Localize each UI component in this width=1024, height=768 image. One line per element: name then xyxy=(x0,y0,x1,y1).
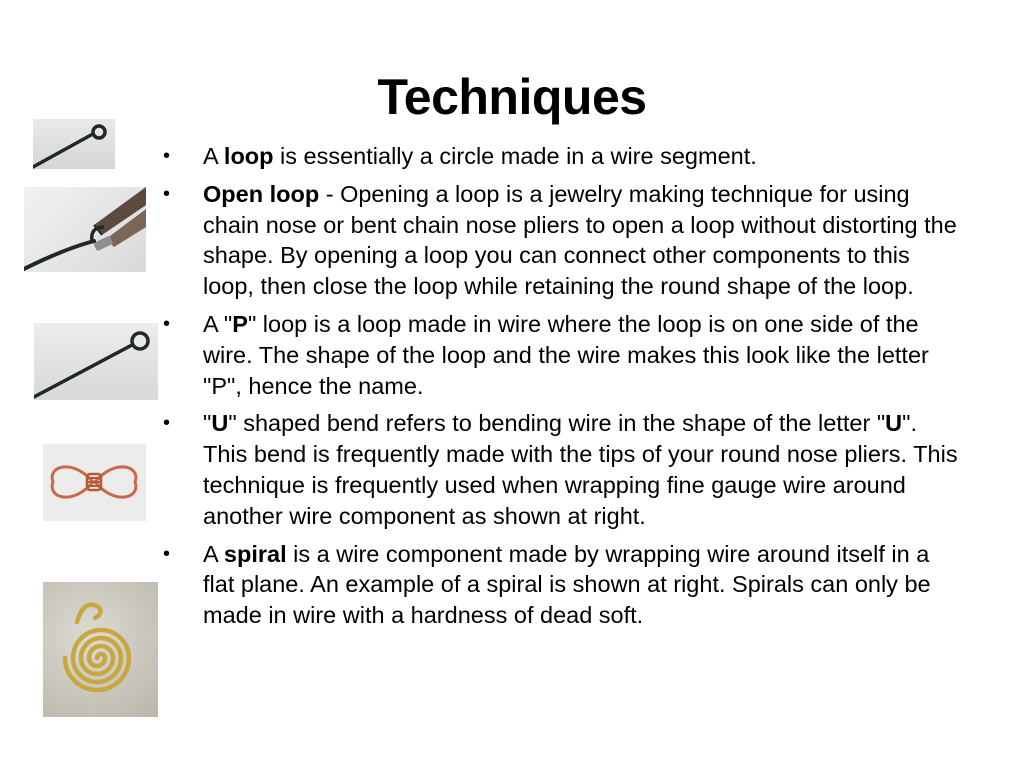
bullet-loop xyxy=(160,141,965,172)
bullet-text: " shaped bend refers to bending wire in the shape of the letter " xyxy=(228,410,886,437)
bullet-term: U xyxy=(211,410,229,437)
bullet-term: U xyxy=(885,410,903,437)
bullet-text: is essentially a circle made in a wire segment. xyxy=(273,143,757,169)
bullet-u-bend xyxy=(160,408,965,531)
bullet-text: A xyxy=(203,143,224,169)
bullet-term: P xyxy=(232,310,248,337)
slide-title: Techniques xyxy=(377,69,647,125)
bullet-dot-icon: • xyxy=(163,542,171,565)
bullet-text: " xyxy=(203,410,212,437)
bullet-term: spiral xyxy=(223,540,287,567)
open-loop-pliers-image xyxy=(24,187,146,272)
u-bend-copper-wire-image xyxy=(43,444,146,521)
bullet-text: ". This bend is frequently made with the tips of your round nose pliers. This technique is frequently used when wrapping fine gauge wire around another wire component as shown at right. xyxy=(203,410,958,529)
spiral-gold-wire-image xyxy=(43,582,158,717)
bullet-term: loop xyxy=(223,143,274,169)
bullet-open-loop xyxy=(160,179,965,302)
bullet-text: A xyxy=(203,540,224,567)
bullet-dot-icon: • xyxy=(163,145,171,167)
technique-bullet-list xyxy=(160,141,965,638)
bullet-dot-icon: • xyxy=(163,182,171,205)
bullet-dot-icon: • xyxy=(163,412,171,435)
bullet-text: - Opening a loop is a jewelry making technique for using chain nose or bent chain nose pliers to open a loop without distorting the shape. By opening a loop you can connect other components to this loop, then close the loop while retaining the round shape of the loop. xyxy=(203,180,957,300)
bullet-text: is a wire component made by wrapping wire around itself in a flat plane. An example of a spiral is shown at right. Spirals can only be made in wire with a hardness of dead soft. xyxy=(203,540,931,629)
bullet-p-loop xyxy=(160,309,965,401)
bullet-term: Open loop xyxy=(203,180,320,207)
bullet-spiral xyxy=(160,539,965,631)
bullet-dot-icon: • xyxy=(163,312,171,335)
loop-wire-image xyxy=(33,119,115,169)
p-loop-wire-image xyxy=(34,323,158,400)
bullet-text: A " xyxy=(203,310,233,337)
bullet-text: " loop is a loop made in wire where the loop is on one side of the wire. The shape of the loop and the wire makes this look like the letter "P", hence the name. xyxy=(203,310,929,399)
